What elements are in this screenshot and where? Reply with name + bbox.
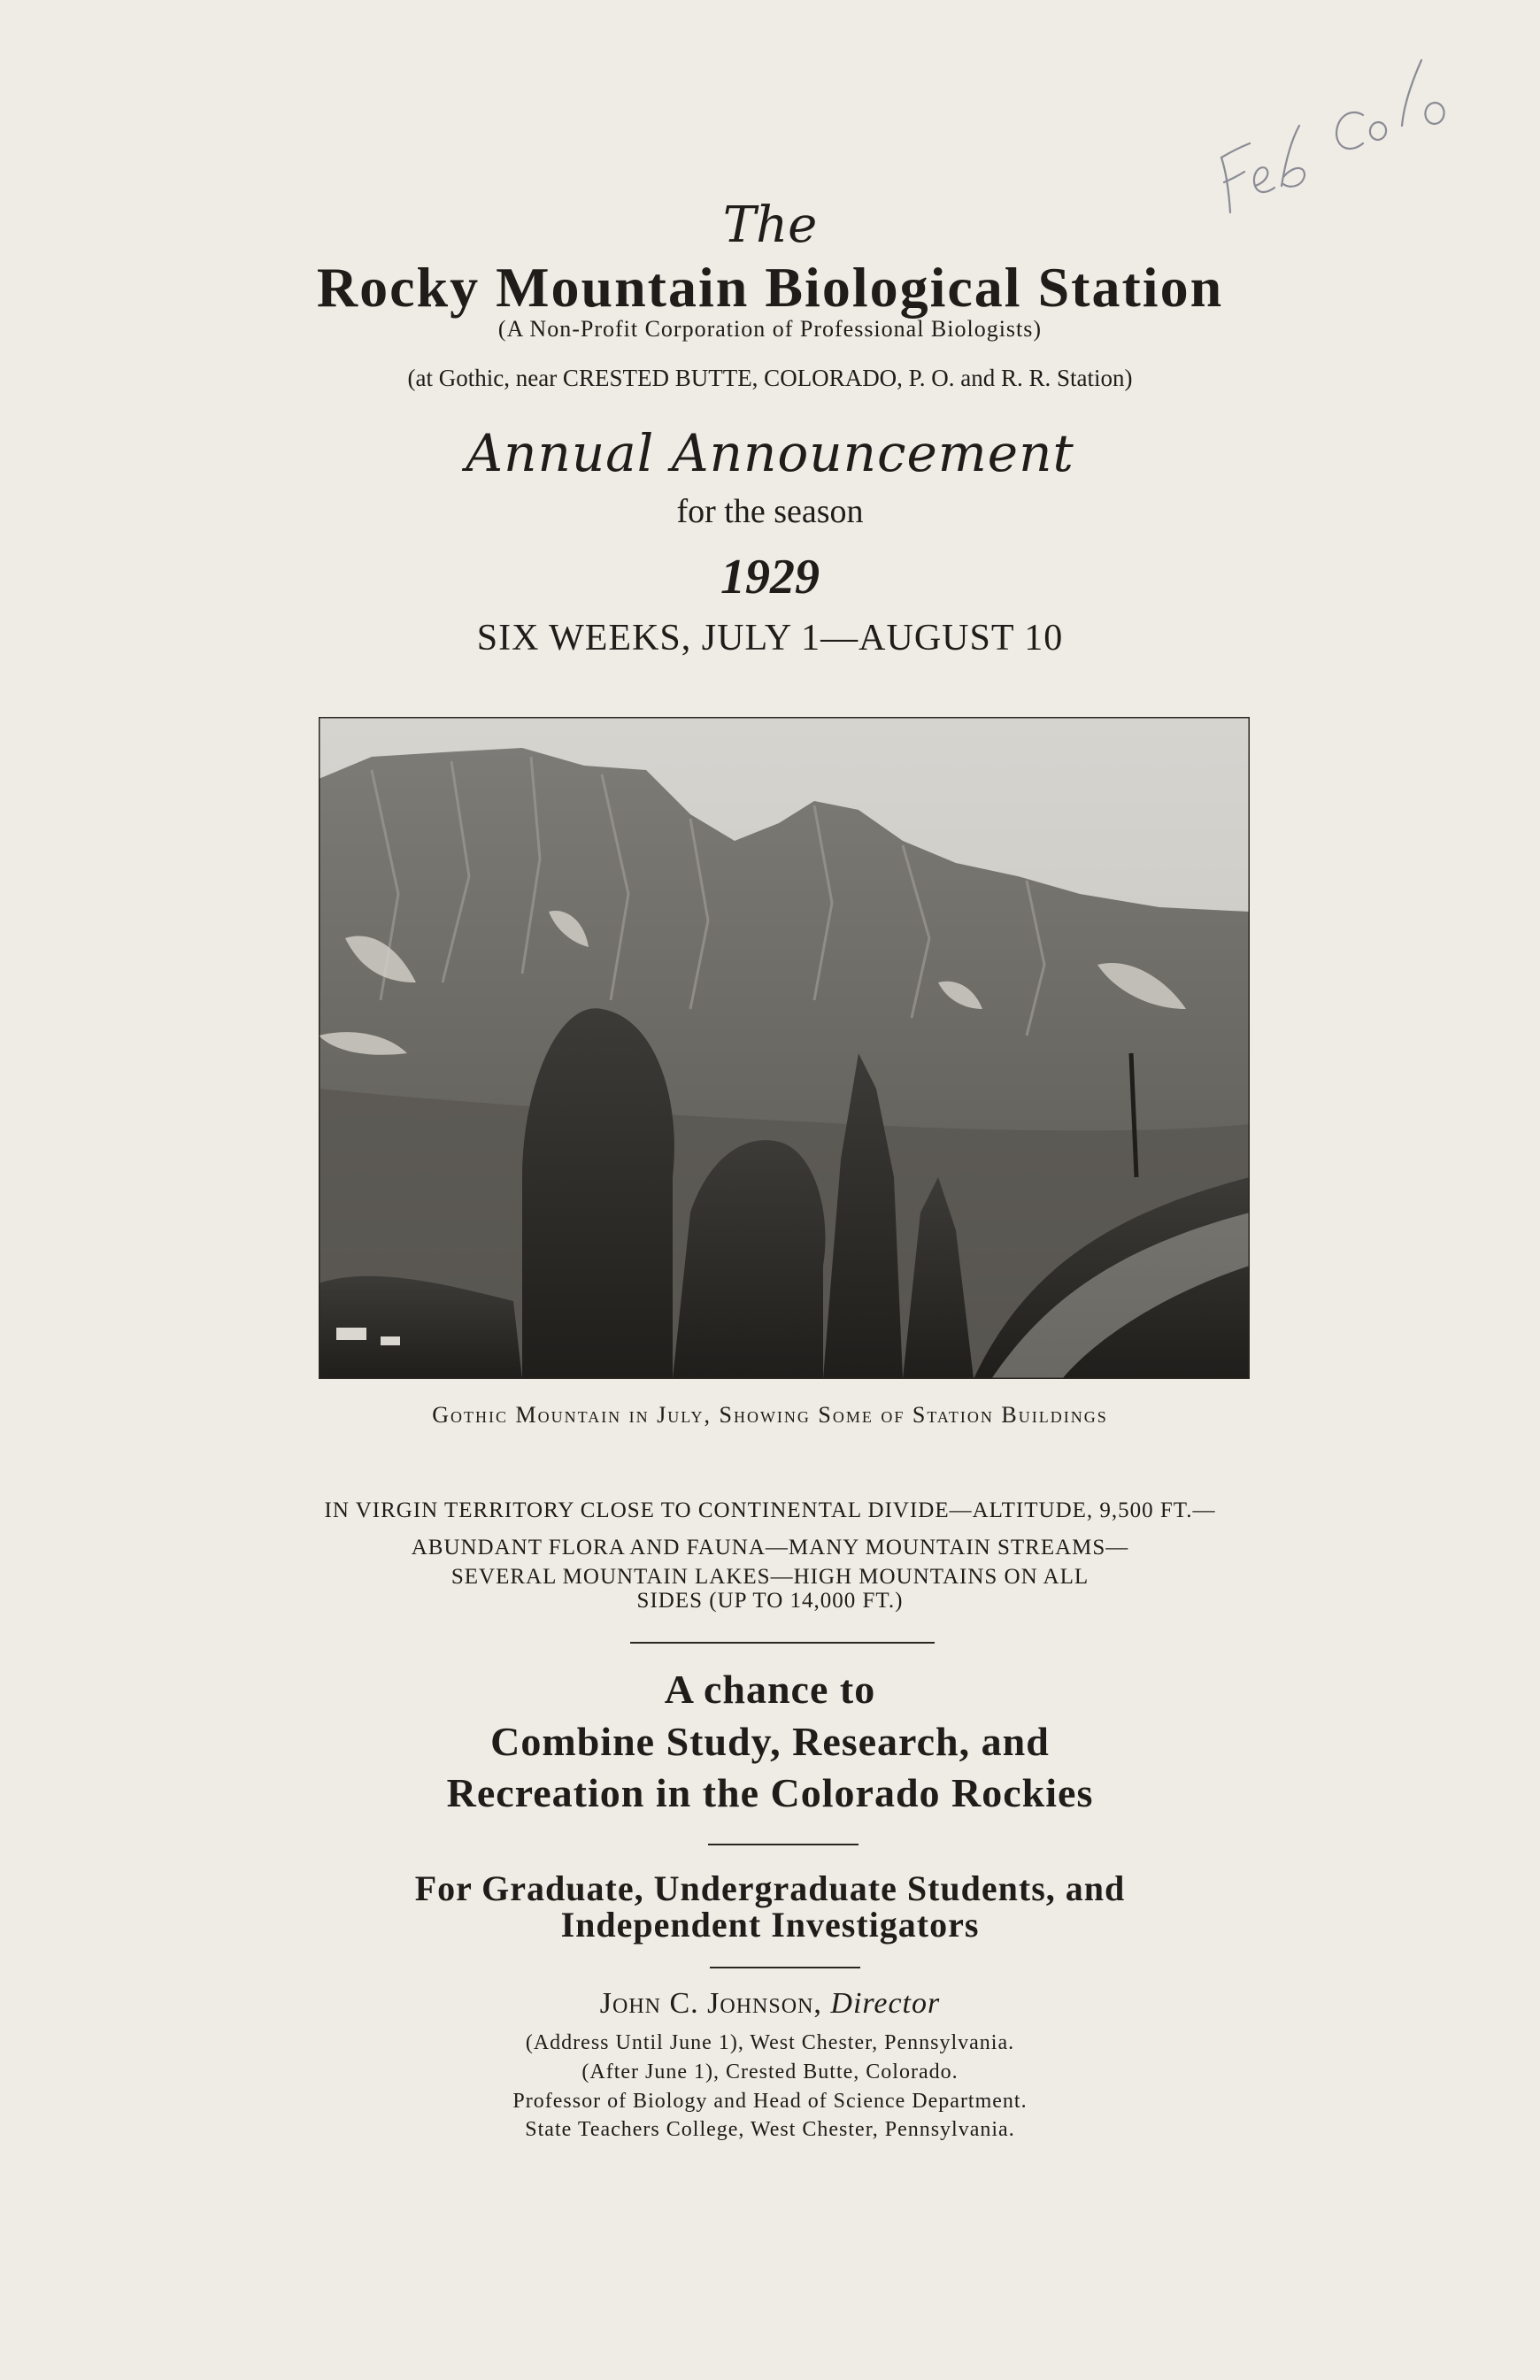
address-line: Professor of Biology and Head of Science Department.	[512, 2090, 1028, 2113]
season-label: for the season	[676, 493, 864, 530]
gothic-mountain-photo	[319, 717, 1250, 1379]
location-subtitle: (at Gothic, near CRESTED BUTTE, COLORADO, P. O. and R. R. Station)	[407, 365, 1133, 391]
season-dates: SIX WEEKS, JULY 1—AUGUST 10	[476, 618, 1064, 659]
divider-rule	[708, 1844, 859, 1845]
territory-line: ABUNDANT FLORA AND FAUNA—MANY MOUNTAIN STREAMS—	[411, 1536, 1129, 1560]
address-line: (After June 1), Crested Butte, Colorado.	[581, 2060, 959, 2083]
territory-line: IN VIRGIN TERRITORY CLOSE TO CONTINENTAL DIVIDE—ALTITUDE, 9,500 FT.—	[324, 1498, 1216, 1522]
divider-rule	[710, 1967, 860, 1968]
director-line	[0, 1987, 1540, 2021]
audience-line: Independent Investigators	[560, 1905, 980, 1945]
chance-line: Combine Study, Research, and	[490, 1719, 1050, 1764]
title-article: The	[722, 196, 818, 254]
audience-line: For Graduate, Undergraduate Students, and	[414, 1868, 1126, 1908]
announcement-heading: Annual Announcement	[466, 423, 1074, 483]
chance-line: Recreation in the Colorado Rockies	[446, 1770, 1094, 1815]
page-title: Rocky Mountain Biological Station	[316, 256, 1224, 319]
divider-rule	[630, 1642, 935, 1644]
address-line: (Address Until June 1), West Chester, Pennsylvania.	[525, 2031, 1015, 2054]
director-name: John C. Johnson,	[599, 1987, 822, 2020]
org-subtitle: (A Non-Profit Corporation of Professional Biologists)	[497, 316, 1043, 342]
territory-line: SEVERAL MOUNTAIN LAKES—HIGH MOUNTAINS ON ALL	[450, 1565, 1090, 1589]
address-line: State Teachers College, West Chester, Pennsylvania.	[525, 2118, 1015, 2141]
territory-line: SIDES (UP TO 14,000 FT.)	[636, 1589, 904, 1613]
chance-line: A chance to	[664, 1667, 876, 1712]
director-role: Director	[830, 1987, 941, 2020]
season-year: 1929	[720, 550, 820, 605]
photo-caption: Gothic Mountain in July, Showing Some of Station Buildings	[432, 1402, 1108, 1428]
